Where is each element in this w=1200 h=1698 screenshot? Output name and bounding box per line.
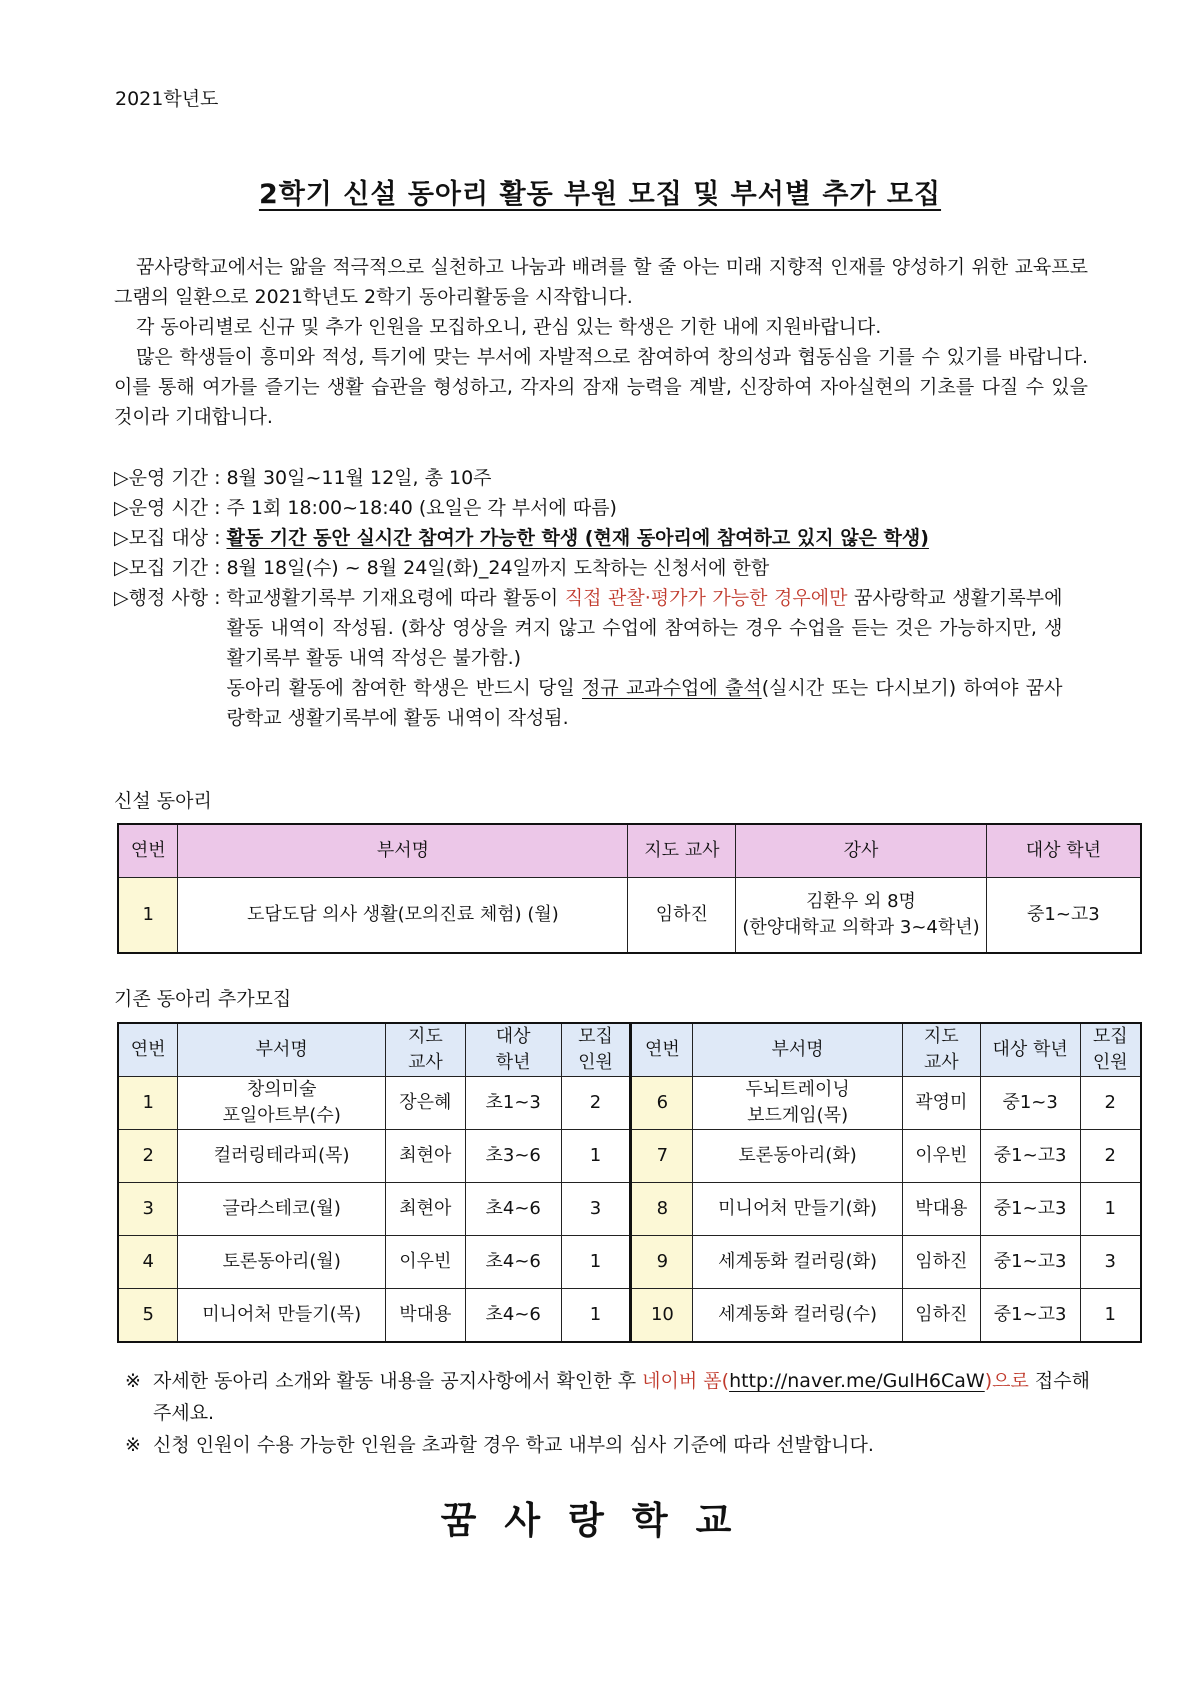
cell-name-line: 글라스테코(월) (222, 1198, 341, 1219)
cell-name (693, 1289, 903, 1343)
cell-no: 2 (118, 1130, 178, 1183)
info-separator: : (214, 557, 221, 579)
cell-grade: 초4~6 (465, 1183, 561, 1236)
note-text-part: 자세한 동아리 소개와 활동 내용을 공지사항에서 확인한 후 (153, 1370, 643, 1392)
cell-grade: 중1~고3 (980, 1289, 1080, 1343)
cell-count: 2 (1080, 1077, 1141, 1130)
cell-teacher: 장은혜 (385, 1077, 465, 1130)
cell-no: 5 (118, 1289, 178, 1343)
cell-name (693, 1077, 903, 1130)
header-teacher (385, 1023, 465, 1077)
intro-paragraph-2: 각 동아리별로 신규 및 추가 인원을 모집하오니, 관심 있는 학생은 기한 내에 지원바랍니다. (136, 316, 882, 338)
note-2-text: 신청 인원이 수용 가능한 인원을 초과할 경우 학교 내부의 심사 기준에 따라 선발합니다. (153, 1434, 874, 1456)
header-name: 부서명 (693, 1023, 903, 1077)
header-no: 연번 (118, 824, 178, 878)
cell-teacher: 최현아 (385, 1183, 465, 1236)
info-separator: : (214, 467, 221, 489)
cell-grade: 중1~고3 (980, 1236, 1080, 1289)
cell-count: 2 (1080, 1130, 1141, 1183)
cell-name-line: 포일아트부(수) (222, 1105, 341, 1126)
cell-no: 7 (631, 1130, 693, 1183)
cell-count: 3 (1080, 1236, 1141, 1289)
cell-no: 3 (118, 1183, 178, 1236)
cell-name (178, 1183, 386, 1236)
header-grade: 대상 학년 (980, 1023, 1080, 1077)
cell-name-line: 두뇌트레이닝 (745, 1079, 850, 1100)
info-separator: : (214, 497, 221, 519)
cell-teacher: 임하진 (628, 878, 736, 954)
cell-name-line: 미니어처 만들기(화) (718, 1198, 878, 1219)
cell-no: 9 (631, 1236, 693, 1289)
admin-highlight-underline: 정규 교과수업에 출석 (582, 677, 762, 699)
instructor-line-1: 김환우 외 8명 (806, 891, 916, 912)
header-teacher-line-1: 지도 (923, 1026, 959, 1047)
cell-count: 1 (561, 1130, 631, 1183)
cell-count: 1 (561, 1236, 631, 1289)
cell-name (178, 1077, 386, 1130)
table-row (118, 1183, 1141, 1236)
info-target (114, 523, 1094, 553)
info-recruit-value: 8월 18일(수) ~ 8월 24일(화)_24일까지 도착하는 신청서에 한함 (226, 557, 770, 579)
cell-teacher: 박대용 (902, 1183, 980, 1236)
cell-grade: 중1~고3 (986, 878, 1141, 954)
cell-count: 1 (1080, 1183, 1141, 1236)
new-clubs-table (117, 823, 1142, 954)
cell-name-line: 토론동아리(월) (222, 1251, 341, 1272)
info-period-value: 8월 30일~11월 12일, 총 10주 (226, 467, 492, 489)
admin-text-part: (실시간 또는 다시보기) 하여야 꿈사랑학교 생활기록부에 활동 내역이 작성됨. (226, 677, 1063, 729)
header-teacher: 지도 교사 (628, 824, 736, 878)
cell-name-line: 토론동아리(화) (738, 1145, 857, 1166)
cell-grade: 중1~고3 (980, 1183, 1080, 1236)
header-count-line-2: 인원 (578, 1052, 613, 1073)
header-count (1080, 1023, 1141, 1077)
admin-text-part: 학교생활기록부 기재요령에 따라 활동이 (226, 587, 565, 609)
cell-name-line: 창의미술 (246, 1079, 317, 1100)
cell-no: 8 (631, 1183, 693, 1236)
admin-highlight-red: 직접 관찰·평가가 가능한 경우에만 (564, 587, 848, 609)
admin-text-part: 꿈사랑학교 생활기록부에 활동 내역이 작성됨. (화상 영상을 켜지 않고 수업에 참여하는 경우 수업을 듣는 것은 가능하지만, 생활기록부 활동 내역 작성은 불가함.) (226, 587, 1063, 669)
note-red-text: 네이버 폼( (642, 1370, 730, 1392)
table-row (118, 878, 1141, 954)
cell-name (178, 1236, 386, 1289)
header-teacher-line-1: 지도 (407, 1026, 443, 1047)
header-teacher-line-2: 교사 (923, 1052, 959, 1073)
admin-paragraph-1 (226, 583, 1062, 673)
new-clubs-header-row (118, 824, 1141, 878)
cell-name (178, 1289, 386, 1343)
note-mark: ※ (125, 1370, 141, 1392)
title-text: 2학기 신설 동아리 활동 부원 모집 및 부서별 추가 모집 (258, 179, 942, 210)
cell-count: 3 (561, 1183, 631, 1236)
cell-teacher: 최현아 (385, 1130, 465, 1183)
school-name: 꿈사랑학교 (440, 1498, 760, 1542)
header-instructor: 강사 (736, 824, 987, 878)
header-name: 부서명 (178, 824, 628, 878)
header-count-line-1: 모집 (578, 1026, 613, 1047)
cell-no: 6 (631, 1077, 693, 1130)
info-target-value: 활동 기간 동안 실시간 참여가 가능한 학생 (현재 동아리에 참여하고 있지 않은 학생) (226, 527, 929, 549)
cell-name (178, 1130, 386, 1183)
header-teacher (902, 1023, 980, 1077)
cell-count: 1 (561, 1289, 631, 1343)
cell-count: 1 (1080, 1289, 1141, 1343)
cell-grade: 중1~3 (980, 1077, 1080, 1130)
naver-form-link[interactable]: http://naver.me/GulH6CaW (729, 1370, 985, 1392)
existing-clubs-table (117, 1022, 1142, 1343)
cell-grade: 초1~3 (465, 1077, 561, 1130)
cell-teacher: 이우빈 (902, 1130, 980, 1183)
new-clubs-heading: 신설 동아리 (114, 790, 212, 812)
note-2 (125, 1429, 1090, 1461)
note-mark: ※ (125, 1434, 141, 1456)
cell-no: 4 (118, 1236, 178, 1289)
intro-paragraph-1: 꿈사랑학교에서는 앎을 적극적으로 실천하고 나눔과 배려를 할 줄 아는 미래 지향적 인재를 양성하기 위한 교육프로그램의 일환으로 2021학년도 2학기 동아리활동을 시작합니다. (114, 256, 1088, 308)
admin-text-part: 동아리 활동에 참여한 학생은 반드시 당일 (226, 677, 582, 699)
header-no: 연번 (631, 1023, 693, 1077)
cell-name-line: 세계동화 컬러링(수) (718, 1304, 878, 1325)
cell-grade: 초4~6 (465, 1236, 561, 1289)
info-admin (114, 583, 1094, 733)
header-grade (465, 1023, 561, 1077)
school-year: 2021학년도 (115, 88, 219, 110)
header-no: 연번 (118, 1023, 178, 1077)
info-time-label: ▷운영 시간 (114, 497, 209, 519)
cell-teacher: 임하진 (902, 1289, 980, 1343)
info-recruit (114, 553, 1094, 583)
cell-teacher: 임하진 (902, 1236, 980, 1289)
info-target-label: ▷모집 대상 (114, 527, 209, 549)
header-grade-line-1: 대상 (495, 1026, 531, 1047)
info-section (114, 463, 1094, 733)
header-count (561, 1023, 631, 1077)
existing-clubs-header-row (118, 1023, 1141, 1077)
cell-grade: 초3~6 (465, 1130, 561, 1183)
cell-teacher: 이우빈 (385, 1236, 465, 1289)
table-row (118, 1130, 1141, 1183)
cell-no: 1 (118, 878, 178, 954)
cell-name-line: 세계동화 컬러링(화) (718, 1251, 878, 1272)
table-row (118, 1289, 1141, 1343)
cell-instructor (736, 878, 987, 954)
instructor-line-2: (한양대학교 의학과 3~4학년) (742, 917, 980, 938)
note-1 (125, 1365, 1090, 1429)
info-separator: : (214, 527, 221, 549)
cell-teacher: 박대용 (385, 1289, 465, 1343)
cell-name (693, 1130, 903, 1183)
admin-paragraph-2 (226, 673, 1062, 733)
info-recruit-label: ▷모집 기간 (114, 557, 209, 579)
cell-teacher: 곽영미 (902, 1077, 980, 1130)
existing-clubs-heading: 기존 동아리 추가모집 (114, 988, 292, 1010)
note-red-text: )으로 (984, 1370, 1029, 1392)
intro-paragraph-3: 많은 학생들이 흥미와 적성, 특기에 맞는 부서에 자발적으로 참여하여 창의성과 협동심을 기를 수 있기를 바랍니다. 이를 통해 여가를 즐기는 생활 습관을 형성하고, 각자의 잠재 능력을 계발, 신장하여 자아실현의 기초를 다질 수 있을 것이라 기대합니다. (114, 346, 1088, 428)
cell-grade: 중1~고3 (980, 1130, 1080, 1183)
cell-no: 10 (631, 1289, 693, 1343)
notes-section (125, 1365, 1090, 1461)
table-row (118, 1236, 1141, 1289)
info-time (114, 493, 1094, 523)
table-row (118, 1077, 1141, 1130)
note-text-part: 접수해 주세요. (153, 1370, 1090, 1424)
existing-clubs-body (118, 1077, 1141, 1343)
cell-count: 2 (561, 1077, 631, 1130)
cell-name (693, 1236, 903, 1289)
cell-name-line: 보드게임(목) (747, 1105, 849, 1126)
cell-grade: 초4~6 (465, 1289, 561, 1343)
cell-name (693, 1183, 903, 1236)
info-time-value: 주 1회 18:00~18:40 (요일은 각 부서에 따름) (226, 497, 617, 519)
info-period (114, 463, 1094, 493)
header-grade-line-2: 학년 (495, 1052, 531, 1073)
note-1-text (153, 1365, 1090, 1429)
cell-no: 1 (118, 1077, 178, 1130)
info-period-label: ▷운영 기간 (114, 467, 209, 489)
intro-section (114, 252, 1088, 432)
info-separator: : (214, 587, 221, 609)
header-count-line-1: 모집 (1092, 1026, 1128, 1047)
header-name: 부서명 (178, 1023, 386, 1077)
info-admin-text (226, 583, 1062, 733)
header-grade: 대상 학년 (986, 824, 1141, 878)
info-admin-label: ▷행정 사항 (114, 587, 209, 609)
cell-name: 도담도담 의사 생활(모의진료 체험) (월) (178, 878, 628, 954)
header-teacher-line-2: 교사 (407, 1052, 443, 1073)
cell-name-line: 컬러링테라피(목) (213, 1145, 350, 1166)
header-count-line-2: 인원 (1092, 1052, 1128, 1073)
document-title (0, 172, 1200, 211)
cell-name-line: 미니어처 만들기(목) (202, 1304, 362, 1325)
